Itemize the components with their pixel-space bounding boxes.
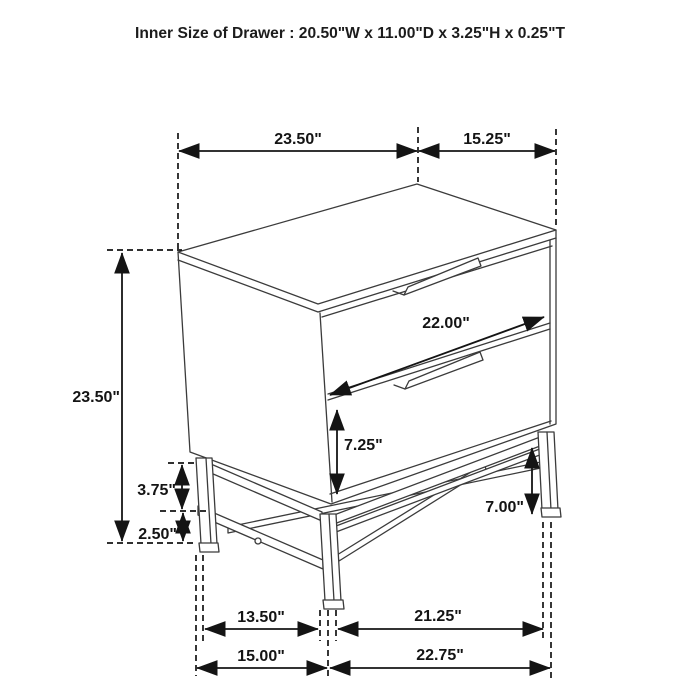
front-leg-foot (323, 600, 344, 609)
dim-bottom-clearance-label: 2.50" (138, 526, 177, 543)
dim-base-outer-right-span (330, 647, 550, 668)
dim-base-front-left-span (205, 609, 318, 629)
dim-top-depth (419, 131, 555, 151)
left-leg-foot (199, 543, 219, 552)
dim-base-outer-left-span-label: 15.00" (237, 648, 285, 665)
nightstand-graphic (178, 184, 561, 609)
dim-frame-gap-label: 3.75" (137, 482, 176, 499)
dim-overall-height-label: 23.50" (72, 389, 120, 406)
dim-overall-height (72, 253, 122, 541)
stretcher-screw-hole (255, 538, 261, 544)
dim-base-outer-left-span (197, 648, 327, 668)
dim-base-front-right-span (338, 608, 543, 629)
dim-top-depth-label: 15.25" (463, 131, 511, 148)
dim-base-front-right-span-label: 21.25" (414, 608, 462, 625)
dim-base-outer-right-span-label: 22.75" (416, 647, 464, 664)
dim-drawer-width-label: 22.00" (422, 315, 470, 332)
dim-drawer-front-height-label: 7.25" (344, 437, 383, 454)
dim-top-width (179, 131, 417, 151)
dim-base-front-left-span-label: 13.50" (237, 609, 285, 626)
dim-bottom-clearance (138, 513, 183, 543)
dim-frame-gap (137, 465, 182, 509)
drawing-title: Inner Size of Drawer : 20.50"W x 11.00"D x 3.25"H x 0.25"T (135, 25, 566, 42)
dim-top-width-label: 23.50" (274, 131, 322, 148)
right-leg-foot (541, 508, 561, 517)
dim-leg-height-label: 7.00" (485, 499, 524, 516)
